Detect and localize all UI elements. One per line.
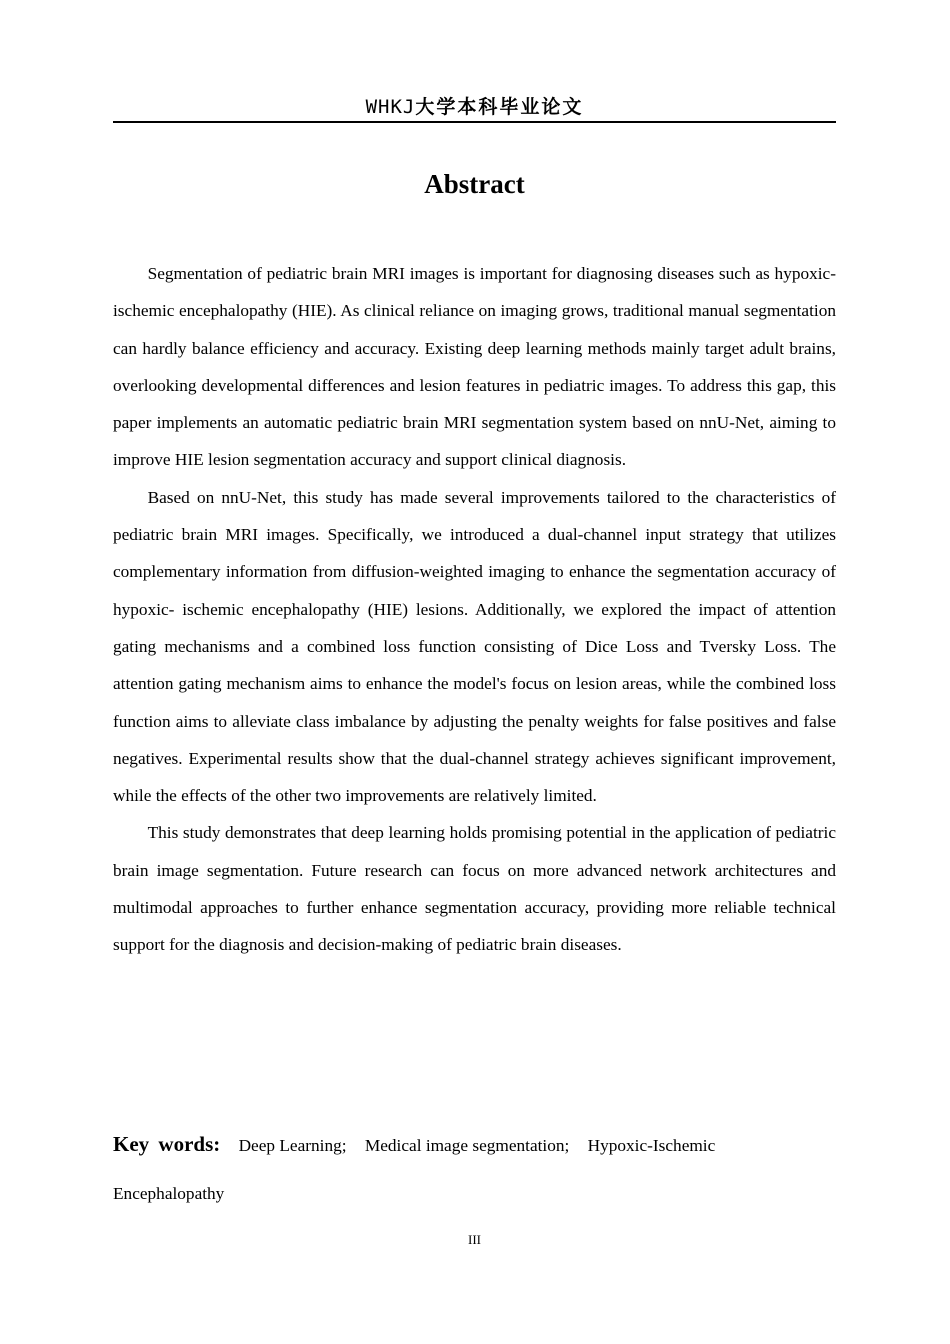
abstract-title: Abstract [424, 169, 525, 199]
abstract-paragraph-2: Based on nnU-Net, this study has made several improvements tailored to the characteristics of pediatric brain MRI images. Specifically, we introduced a dual-channel input strategy that utilizes complementary information from diffusion-weighted imaging to enhance the segmentation accuracy of hypoxic- ischemic encephalopathy (HIE) lesions. Additionally, we explored the impact of attention gating mechanisms and a combined loss function consisting of Dice Loss and Tversky Loss. The attention gating mechanism aims to enhance the model's focus on lesion areas, while the combined loss function aims to alleviate class imbalance by adjusting the penalty weights for false positives and false negatives. Experimental results show that the dual-channel strategy achieves significant improvement, while the effects of the other two improvements are relatively limited. [113, 487, 836, 806]
abstract-paragraph-3: This study demonstrates that deep learning holds promising potential in the application of pediatric brain image segmentation. Future research can focus on more advanced network architectures and multimodal approaches to further enhance segmentation accuracy, providing more reliable technical support for the diagnosis and decision-making of pediatric brain diseases. [113, 823, 836, 955]
header-latin: WHKJ [365, 96, 416, 118]
keyword-term: Medical image segmentation; [364, 1136, 570, 1155]
header-chinese: 大学本科毕业论文 [415, 96, 584, 118]
header-rule [113, 121, 836, 123]
keyword-term: Deep Learning; [238, 1136, 347, 1155]
keywords-section [113, 1120, 836, 1218]
keyword-term: Hypoxic-Ischemic Encephalopathy [113, 1136, 716, 1203]
running-header [113, 93, 836, 121]
page-number: III [468, 1232, 481, 1247]
abstract-paragraph-1: Segmentation of pediatric brain MRI images is important for diagnosing diseases such as hypoxic-ischemic encephalopathy (HIE). As clinical reliance on imaging grows, traditional manual segmentation can hardly balance efficiency and accuracy. Existing deep learning methods mainly target adult brains, overlooking developmental differences and lesion features in pediatric images. To address this gap, this paper implements an automatic pediatric brain MRI segmentation system based on nnU-Net, aiming to improve HIE lesion segmentation accuracy and support clinical diagnosis. [113, 264, 836, 470]
abstract-body [113, 255, 836, 964]
keywords-label: Key words: [113, 1132, 221, 1156]
